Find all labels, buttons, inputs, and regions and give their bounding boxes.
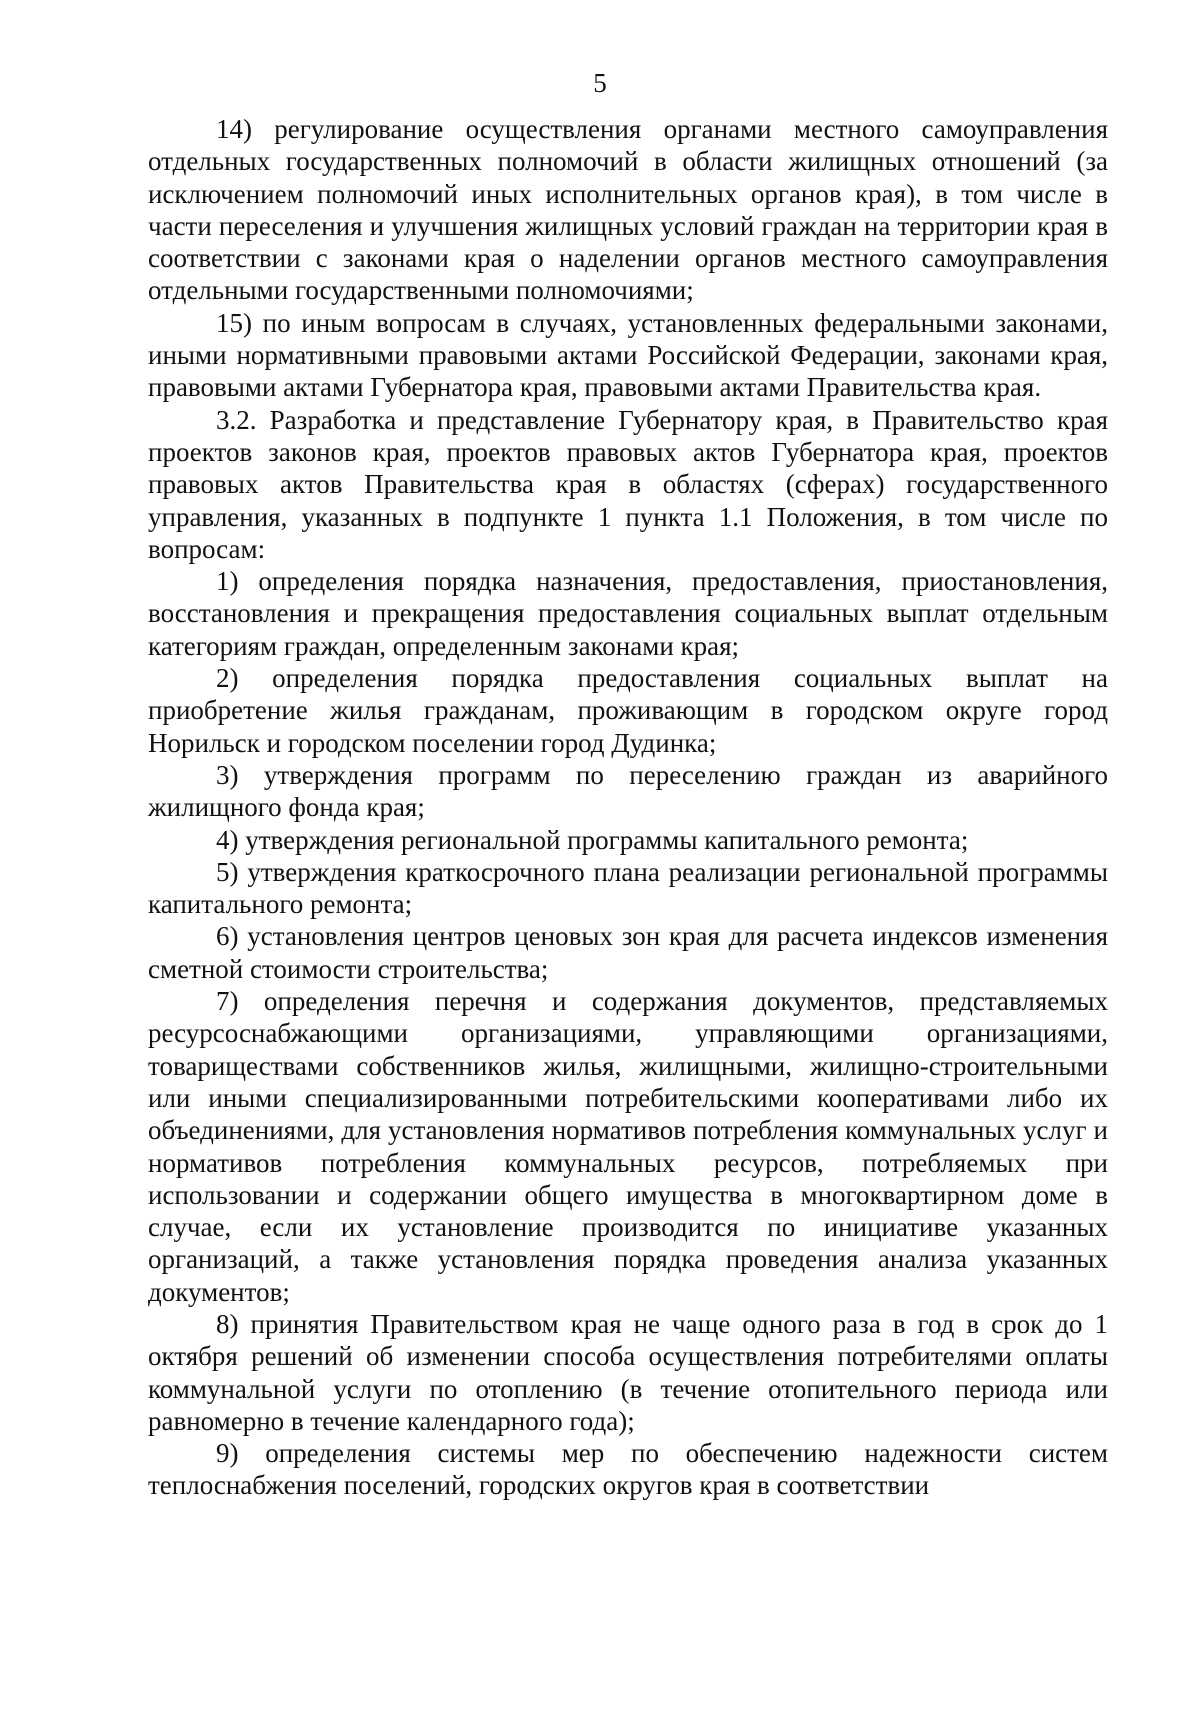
paragraph-subitem-7: 7) определения перечня и содержания документов, представляемых ресурсоснабжающими организациями, управляющими организациями, товариществами собственников жилья, жилищными, жилищно-строительными или иными специализированными потребительскими кооперативами либо их объединениями, для установления нормативов потребления коммунальных услуг и нормативов потребления коммунальных ресурсов, потребляемых при использовании и содержании общего имущества в многоквартирном доме в случае, если их установление производится по инициативе указанных организаций, а также установления порядка проведения анализа указанных документов;	[148, 986, 1108, 1307]
paragraph-subitem-6: 6) установления центров ценовых зон края для расчета индексов изменения сметной стоимости строительства;	[148, 921, 1108, 984]
paragraph-subitem-5: 5) утверждения краткосрочного плана реализации региональной программы капитального ремонта;	[148, 856, 1108, 920]
document-body	[148, 113, 1108, 1502]
paragraph-item-15: 15) по иным вопросам в случаях, установленных федеральными законами, иными нормативными правовыми актами Российской Федерации, законами края, правовыми актами Губернатора края, правовыми актами Правительства края.	[148, 307, 1108, 403]
paragraph-subitem-2: 2) определения порядка предоставления социальных выплат на приобретение жилья гражданам, проживающим в городском округе город Норильск и городском поселении город Дудинка;	[148, 663, 1108, 758]
paragraph-subitem-1: 1) определения порядка назначения, предоставления, приостановления, восстановления и прекращения предоставления социальных выплат отдельным категориям граждан, определенным законами края;	[148, 566, 1108, 661]
paragraph-subitem-9: 9) определения системы мер по обеспечению надежности систем теплоснабжения поселений, городских округов края в соответствии	[148, 1438, 1108, 1501]
page-number: 5	[593, 68, 607, 98]
paragraph-section-3-2: 3.2. Разработка и представление Губернатору края, в Правительство края проектов законов края, проектов правовых актов Губернатора края, проектов правовых актов Правительства края в областях (сферах) государственного управления, указанных в подпункте 1 пункта 1.1 Положения, в том числе по вопросам:	[148, 404, 1108, 564]
paragraph-subitem-4: 4) утверждения региональной программы капитального ремонта;	[216, 824, 969, 855]
paragraph-item-14: 14) регулирование осуществления органами местного самоуправления отдельных государственных полномочий в области жилищных отношений (за исключением полномочий иных исполнительных органов края), в том числе в части переселения и улучшения жилищных условий граждан на территории края в соответствии с законами края о наделении органов местного самоуправления отдельными государственными полномочиями;	[148, 114, 1108, 306]
paragraph-subitem-8: 8) принятия Правительством края не чаще одного раза в год в срок до 1 октября решений об изменении способа осуществления потребителями оплаты коммунальной услуги по отоплению (в течение отопительного периода или равномерно в течение календарного года);	[148, 1308, 1108, 1436]
paragraph-subitem-3: 3) утверждения программ по переселению граждан из аварийного жилищного фонда края;	[148, 759, 1108, 823]
